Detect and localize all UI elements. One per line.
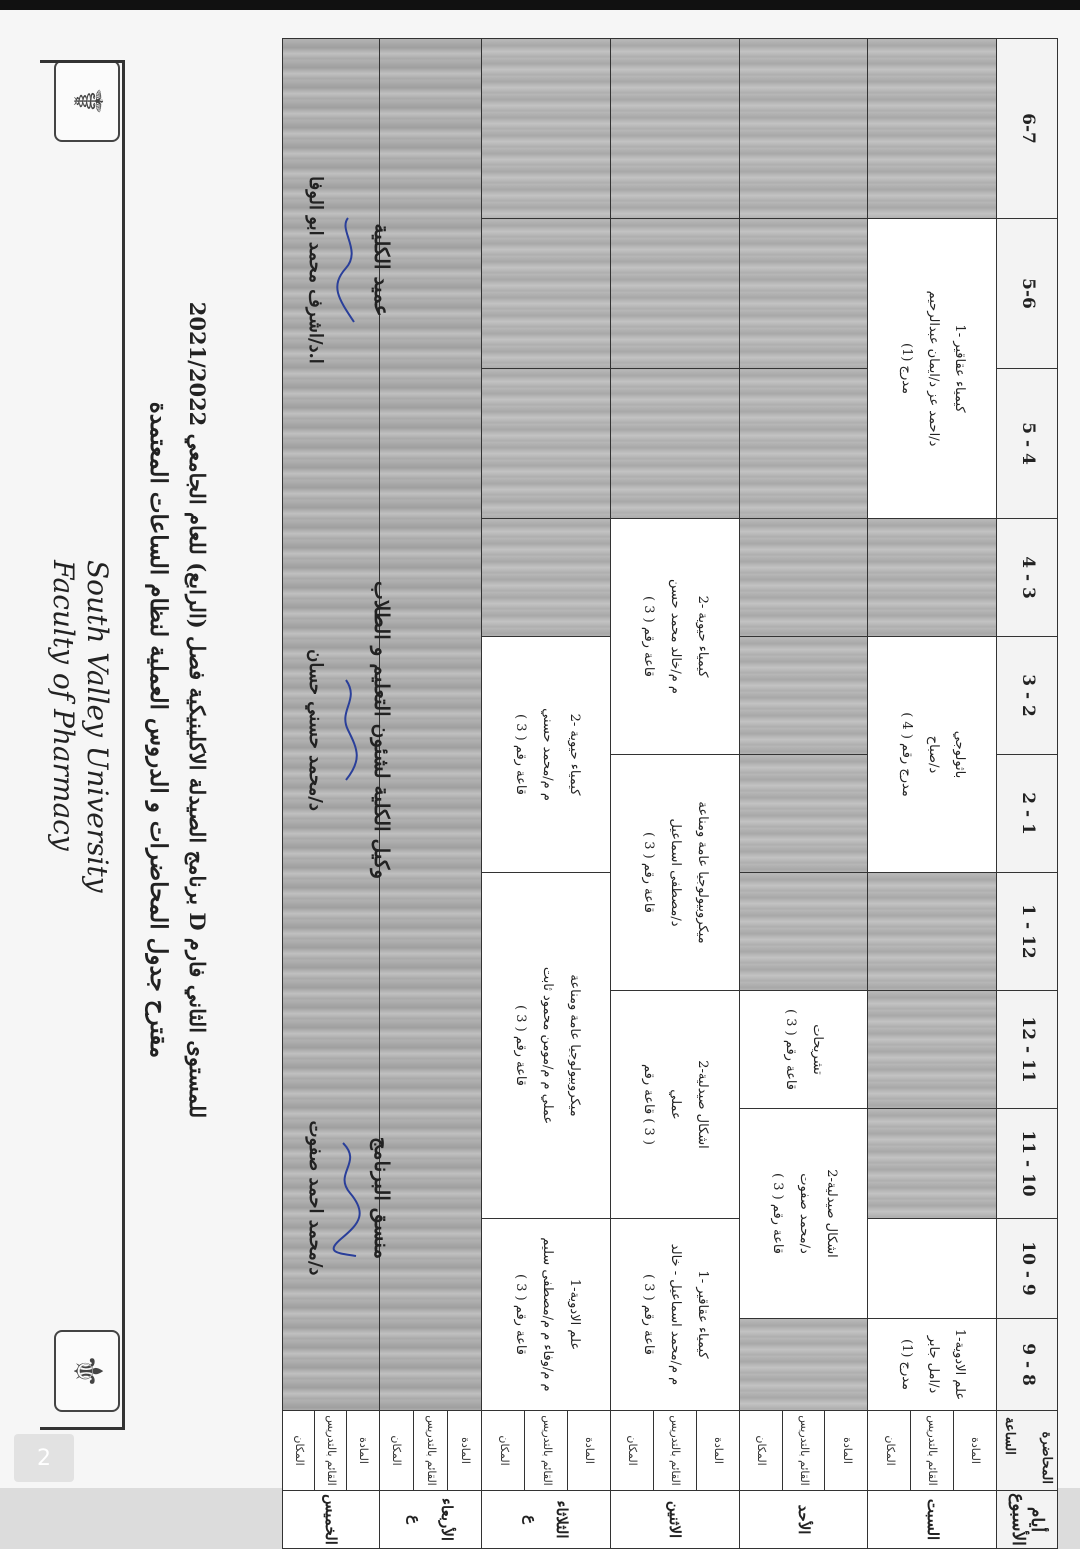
- tue-biochem-cell: [482, 637, 611, 873]
- shaded-cell: [739, 369, 868, 519]
- shaded-cell: [739, 873, 868, 991]
- time-slot: 1 - 2: [996, 755, 1057, 873]
- time-slot: 10 - 11: [996, 1109, 1057, 1219]
- day-name: الثلاثاء: [553, 1500, 572, 1539]
- cell-subject: علم الادوية-1: [566, 1278, 582, 1351]
- corner-days-header: أيام الأسبوع: [996, 1491, 1057, 1549]
- university-logo-left: [54, 60, 120, 142]
- cell-subject: اشكال صيدلية-2: [695, 1060, 711, 1149]
- cell-place: قاعة رقم ( 3 ): [512, 1004, 528, 1086]
- sun-anatomy-cell: [739, 991, 868, 1109]
- time-slot: 12 - 1: [996, 873, 1057, 991]
- sun-dosage-cell: [739, 1109, 868, 1319]
- cell-teacher: د/امل جابر: [925, 1335, 941, 1394]
- corner-lecture-label: المحاضرة: [1039, 1431, 1054, 1484]
- cell-place: قاعة رقم ( 3 ): [641, 831, 657, 913]
- cell-subject: ميكروبيولوجيا عامة ومناعة: [695, 801, 711, 944]
- sat-pharmacology-cell: [868, 1319, 997, 1411]
- row-label: القائم بالتدريس: [413, 1411, 447, 1491]
- shaded-cell: [868, 519, 997, 637]
- cell-place: قاعة رقم ( 3 ): [641, 1273, 657, 1355]
- page-number-badge[interactable]: 2: [14, 1434, 74, 1482]
- day-wednesday: [379, 1491, 482, 1549]
- row-label: المكان: [379, 1411, 413, 1491]
- corner-lecture-header: [996, 1411, 1057, 1491]
- university-logo-right: [54, 1330, 120, 1412]
- cell-subject: كيمياء عقاقير -1: [695, 1270, 711, 1359]
- subtitle-program: برنامج الصيدلة الاكلينيكية فصل (الرابع) للعام الجامعي 2021/2022: [185, 301, 210, 906]
- day-saturday: السبت: [868, 1491, 997, 1549]
- cell-place: مدرج رقم ( 4 ): [898, 712, 914, 797]
- schedule-title: مقترح جدول المحاضرات و الدروس العملية لنظام الساعات المعتمدة: [145, 401, 172, 1059]
- shaded-cell: [868, 873, 997, 991]
- mon-pharmchem-cell: [611, 1219, 740, 1411]
- dean-role: عميد الكلية: [370, 223, 394, 317]
- coordinator-name: د/محمد احمد صفوت: [305, 1120, 326, 1276]
- time-slot: 3 - 4: [996, 519, 1057, 637]
- corner-hour-label: الساعة: [1001, 1417, 1017, 1455]
- shaded-cell: [868, 39, 997, 219]
- tue-pharmacology-cell: [482, 1219, 611, 1411]
- row-label: القائم بالتدريس: [315, 1411, 347, 1491]
- header-rule: [122, 60, 125, 1430]
- time-slot: 4 - 5: [996, 369, 1057, 519]
- time-slot: 11 - 12: [996, 991, 1057, 1109]
- cell-subject: علم الادوية-1: [952, 1328, 968, 1401]
- time-slot: 6-7: [996, 39, 1057, 219]
- cell-teacher: د/محمد صفوت: [796, 1173, 812, 1254]
- shaded-cell: [611, 39, 740, 219]
- cell-place: قاعة رقم ( 3 ): [512, 1273, 528, 1355]
- tue-micro-cell: [482, 873, 611, 1219]
- subtitle-program-letter: D: [185, 912, 210, 931]
- row-label: القائم بالتدريس: [782, 1411, 825, 1491]
- header-rule-right: [40, 1427, 125, 1430]
- shaded-cell: [611, 369, 740, 519]
- row-label: القائم بالتدريس: [653, 1411, 696, 1491]
- table-row: [825, 39, 868, 1549]
- header-rule-left: [40, 60, 125, 63]
- cell-teacher: م م/خالد محمد حسن: [668, 579, 684, 694]
- cell-place: قاعة رقم ( 3 ): [641, 595, 657, 677]
- sat-pathology-cell: [868, 637, 997, 873]
- shaded-cell: [739, 755, 868, 873]
- time-slot: 9 - 10: [996, 1219, 1057, 1319]
- day-note: ع: [522, 1515, 541, 1524]
- row-label: المادة: [954, 1411, 997, 1491]
- shaded-cell: [482, 219, 611, 369]
- table-row: [448, 39, 482, 1549]
- cell-place: قاعة رقم ( 3 ): [783, 1008, 799, 1090]
- cell-subject: تشريحات: [810, 1024, 826, 1075]
- cell-subject: كيمياء عقاقير -1: [952, 324, 968, 413]
- cell-subject: كيمياء حيوية -2: [695, 595, 711, 678]
- shaded-cell: [739, 219, 868, 369]
- row-label: المادة: [568, 1411, 611, 1491]
- day-thursday: الخميس: [283, 1491, 380, 1549]
- university-emblem-icon: ⚜: [64, 1353, 110, 1389]
- table-row: [568, 39, 611, 1549]
- shaded-cell: [482, 519, 611, 637]
- shaded-cell: [739, 637, 868, 755]
- day-note: ع: [406, 1515, 425, 1524]
- cell-place: قاعة رقم ( 3 ): [770, 1172, 785, 1254]
- shaded-cell: [868, 1109, 997, 1219]
- day-tuesday: [482, 1491, 611, 1549]
- shaded-day-row: [379, 39, 482, 1411]
- sat-empty-cell: [868, 1219, 997, 1319]
- shaded-day-row: [283, 39, 380, 1411]
- shaded-cell: [611, 219, 740, 369]
- cell-teacher: م م/محمد اسماعيل - خالد: [668, 1243, 684, 1386]
- row-label: القائم بالتدريس: [911, 1411, 954, 1491]
- cell-place: ( 3 ) قاعة رقم: [641, 1063, 657, 1145]
- vice-dean-name: د/محمد حسني حسان: [305, 649, 326, 811]
- row-label: المادة: [448, 1411, 482, 1491]
- shaded-cell: [739, 39, 868, 219]
- row-label: القائم بالتدريس: [525, 1411, 568, 1491]
- subtitle-level: للمستوى الثاني فارم: [185, 937, 210, 1119]
- cell-teacher: م م/وفاء م م/مصطفى سليم: [539, 1237, 555, 1392]
- shaded-cell: [482, 369, 611, 519]
- time-slot: 2 - 3: [996, 637, 1057, 755]
- cell-teacher: د/مصطفى اسماعيل: [668, 818, 684, 927]
- row-label: المكان: [611, 1411, 654, 1491]
- row-label: المكان: [283, 1411, 315, 1491]
- pharmacy-emblem-icon: ☤: [64, 87, 110, 115]
- day-name: الأربعاء: [437, 1497, 456, 1541]
- sat-pharmchem-cell: [868, 219, 997, 519]
- time-slot: 8 - 9: [996, 1319, 1057, 1411]
- time-slot: 5-6: [996, 219, 1057, 369]
- table-row: [347, 39, 379, 1549]
- day-sunday: الأحد: [739, 1491, 868, 1549]
- table-row: [954, 39, 997, 1549]
- cell-teacher: عملي م م/مومن محمود ثابت: [539, 966, 555, 1125]
- shaded-cell: [482, 39, 611, 219]
- cell-teacher: عملي: [668, 1089, 684, 1120]
- coordinator-role: منسق البرنامج: [370, 1136, 394, 1260]
- schedule-table: [282, 38, 1058, 1549]
- row-label: المكان: [868, 1411, 911, 1491]
- university-name: South Valley University: [81, 560, 114, 893]
- mon-dosage-cell: [611, 991, 740, 1219]
- row-label: المادة: [696, 1411, 739, 1491]
- vice-dean-role: وكيل الكلية لشئون التعليم و الطلاب: [370, 580, 394, 880]
- cell-place: مدرج (1): [898, 342, 914, 395]
- row-label: المادة: [825, 1411, 868, 1491]
- shaded-cell: [739, 519, 868, 637]
- cell-teacher: د/احمد عز د/ايمان عبدالرحيم: [925, 290, 941, 447]
- table-row: [696, 39, 739, 1549]
- cell-subject: باثولوجي: [952, 730, 968, 779]
- cell-place: قاعة رقم ( 3 ): [512, 713, 528, 795]
- faculty-name: Faculty of Pharmacy: [47, 560, 80, 851]
- row-label: المادة: [347, 1411, 379, 1491]
- shaded-cell: [739, 1319, 868, 1411]
- row-label: المكان: [482, 1411, 525, 1491]
- cell-place: مدرج (1): [898, 1338, 914, 1391]
- schedule-subtitle: [185, 210, 210, 1210]
- header-row: [996, 39, 1057, 1549]
- cell-subject: اشكال صيدلية-2: [823, 1169, 839, 1258]
- mon-micro-cell: [611, 755, 740, 991]
- dean-name: ا.د/اشرف محمد ابو الوفا: [305, 176, 326, 364]
- cell-subject: ميكروبيولوجيا عامة ومناعة: [566, 974, 582, 1117]
- cell-teacher: م م/محمد حسني: [539, 708, 555, 801]
- cell-subject: كيمياء حيوية -2: [566, 713, 582, 796]
- cell-teacher: د/صباح: [925, 735, 941, 774]
- shaded-cell: [868, 991, 997, 1109]
- mon-biochem-cell: [611, 519, 740, 755]
- day-monday: الاثنين: [611, 1491, 740, 1549]
- row-label: المكان: [739, 1411, 782, 1491]
